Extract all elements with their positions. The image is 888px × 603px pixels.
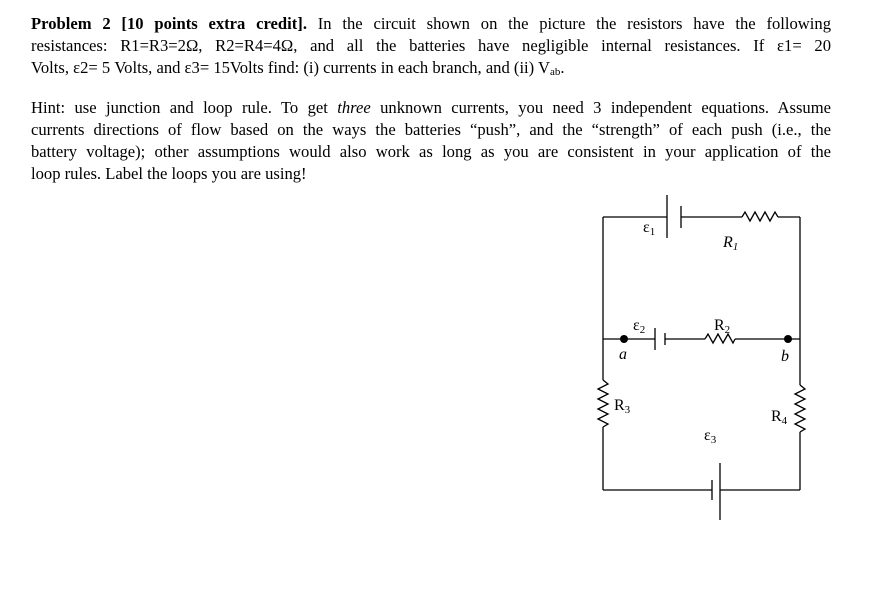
resistor-r1-zigzag [742, 212, 778, 221]
problem-heading: Problem 2 [10 points extra credit]. [31, 14, 307, 33]
battery-e1-symbol [667, 195, 681, 238]
resistor-r4-zigzag [795, 385, 805, 432]
label-node-a: a [619, 346, 627, 363]
resistor-r2-zigzag [705, 334, 735, 343]
battery-e3-symbol [712, 463, 720, 520]
label-r2: R2 [714, 317, 731, 336]
label-r4: R4 [771, 408, 788, 427]
label-e2: ε2 [633, 317, 646, 336]
label-e3: ε3 [704, 427, 717, 446]
resistor-r3-zigzag [598, 380, 608, 427]
problem-line-3: Volts, ε2= 5 Volts, and ε3= 15Volts find: (i) currents in each branch, and (ii) $V_{ab}$. [31, 58, 565, 78]
hint-line-3: battery voltage); other assumptions would also work as long as you are consistent in your application of the [31, 142, 831, 161]
hint-line-1: Hint: use junction and loop rule. To get three unknown currents, you need 3 independent equations. Assume [31, 98, 831, 117]
label-e1: ε1 [643, 219, 656, 238]
label-node-b: b [781, 348, 789, 365]
problem-line-1: Problem 2 [10 points extra credit]. In the circuit shown on the picture the resistors have the following [31, 14, 831, 33]
label-r1: R1 [723, 234, 739, 253]
hint-line-4: loop rules. Label the loops you are using! [31, 164, 307, 183]
hint-line-2: currents directions of flow based on the ways the batteries “push”, and the “strength” of each push (i.e., the [31, 120, 831, 139]
problem-line-2: resistances: R1=R3=2Ω, R2=R4=4Ω, and all the batteries have negligible internal resistances. If ε1= 20 [31, 36, 831, 55]
label-r3: R3 [614, 397, 631, 416]
node-b-dot [784, 335, 792, 343]
node-a-dot [620, 335, 628, 343]
battery-e2-symbol [655, 328, 665, 350]
